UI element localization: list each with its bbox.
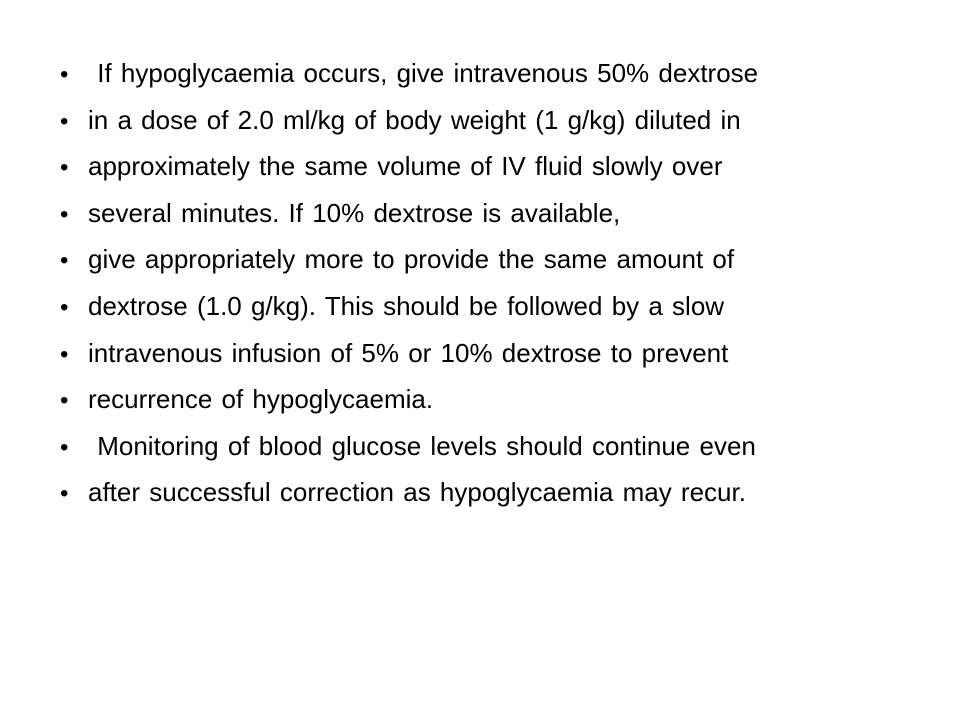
list-item xyxy=(60,143,940,190)
list-item xyxy=(60,97,940,144)
bullet-text: give appropriately more to provide the same amount of xyxy=(88,244,735,275)
list-item xyxy=(60,190,940,237)
bullet-icon: • xyxy=(60,200,69,228)
list-item xyxy=(60,50,940,97)
bullet-text: Monitoring of blood glucose levels should continue even xyxy=(88,430,756,461)
bullet-text: recurrence of hypoglycaemia. xyxy=(88,384,434,415)
list-item xyxy=(60,423,940,470)
bullet-icon: • xyxy=(60,340,69,368)
bullet-icon: • xyxy=(60,247,69,275)
bullet-list xyxy=(60,50,940,516)
list-item xyxy=(60,376,940,423)
list-item xyxy=(60,469,940,516)
list-item xyxy=(60,236,940,283)
bullet-icon: • xyxy=(60,154,69,182)
bullet-icon: • xyxy=(60,387,69,415)
list-item xyxy=(60,283,940,330)
bullet-icon: • xyxy=(60,107,69,135)
bullet-icon: • xyxy=(60,61,69,88)
bullet-icon: • xyxy=(60,480,69,508)
bullet-text: after successful correction as hypoglycaemia may recur. xyxy=(88,477,746,508)
bullet-text: approximately the same volume of IV fluid slowly over xyxy=(88,151,723,182)
bullet-text: in a dose of 2.0 ml/kg of body weight (1 g/kg) diluted in xyxy=(88,104,741,135)
list-item xyxy=(60,330,940,377)
bullet-text: If hypoglycaemia occurs, give intravenous 50% dextrose xyxy=(88,58,759,88)
bullet-icon: • xyxy=(60,433,69,461)
bullet-text: intravenous infusion of 5% or 10% dextrose to prevent xyxy=(88,337,729,368)
bullet-icon: • xyxy=(60,293,69,321)
bullet-text: dextrose (1.0 g/kg). This should be followed by a slow xyxy=(88,290,725,321)
bullet-text: several minutes. If 10% dextrose is available, xyxy=(88,197,621,228)
